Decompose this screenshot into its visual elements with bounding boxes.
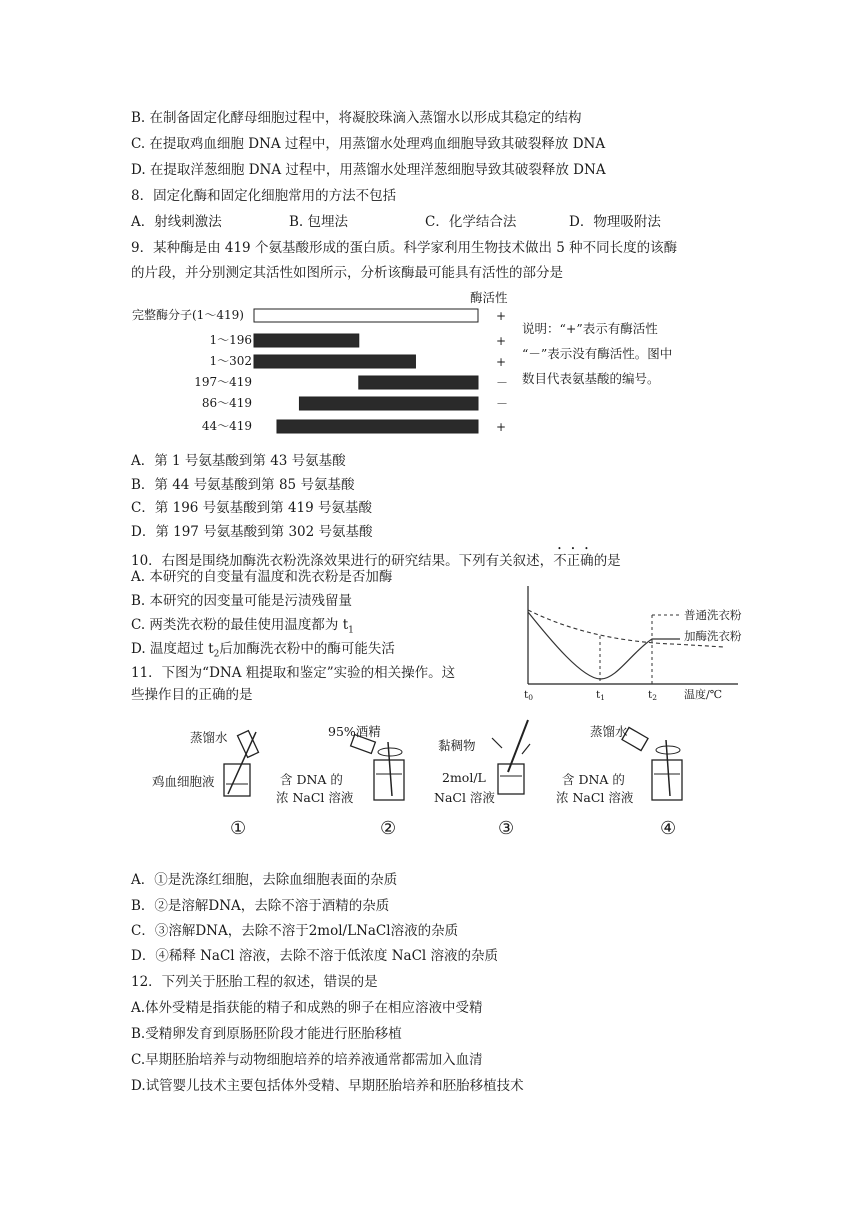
q8-option-b: B. 包埋法: [289, 214, 349, 230]
q12-option-a: A.体外受精是指获能的精子和成熟的卵子在相应溶液中受精: [131, 1000, 483, 1016]
q7-option-c: C. 在提取鸡血细胞 DNA 过程中，用蒸馏水处理鸡血细胞导致其破裂释放 DNA: [131, 136, 606, 152]
q10-stem-emphasis: 不正确: [553, 553, 594, 569]
q9-note-line3: 数目代表氨基酸的编号。: [522, 371, 660, 386]
q9-activity-sign: +: [496, 334, 507, 348]
q11-fig1-label-blood: 鸡血细胞液: [152, 774, 215, 789]
q10-option-d-sub: 2: [213, 649, 220, 660]
q11-fig2-beaker: [374, 760, 404, 800]
q9-fragment-bar: [254, 309, 478, 322]
q9-option-d: D．第 197 号氨基酸到第 302 号氨基酸: [131, 524, 373, 540]
q12-option-c: C.早期胚胎培养与动物细胞培养的培养液通常都需加入血清: [131, 1052, 483, 1068]
q11-figure-3: [434, 720, 530, 839]
q9-note-line2: “－”表示没有酶活性。图中: [522, 346, 673, 361]
q10-stem-post: 的是: [593, 553, 621, 569]
q10-stem-pre: 10．右图是围绕加酶洗衣粉洗涤效果进行的研究结果。下列有关叙述，: [131, 553, 554, 569]
q9-option-c: C．第 196 号氨基酸到第 419 号氨基酸: [131, 500, 373, 516]
q11-option-d: D．④稀释 NaCl 溶液，去除不溶于低浓度 NaCl 溶液的杂质: [131, 948, 499, 964]
q11-fig1-label-water: 蒸馏水: [190, 730, 228, 745]
q9-fragment-bar: [359, 376, 478, 389]
q11-fig4-label-dna: 含 DNA 的: [562, 772, 625, 787]
q9-option-a: A．第 1 号氨基酸到第 43 号氨基酸: [131, 453, 346, 469]
q11-fig1-beaker: [224, 764, 250, 796]
q12-stem: 12．下列关于胚胎工程的叙述，错误的是: [131, 974, 378, 990]
q11-fig4-label-nacl: 浓 NaCl 溶液: [556, 790, 634, 805]
q9-enzyme-fragment-figure: [120, 288, 700, 440]
q10-stem: [131, 545, 621, 570]
q7-option-b: B. 在制备固定化酵母细胞过程中，将凝胶珠滴入蒸馏水以形成其稳定的结构: [131, 110, 582, 126]
q9-fragment-label: 197～419: [194, 375, 252, 389]
q11-fig3-beaker: [498, 764, 524, 794]
q11-fig4-label-water: 蒸馏水: [590, 724, 628, 739]
q11-fig3-label-sticky: 黏稠物: [438, 738, 476, 753]
q11-fig1-glass-rod: [228, 732, 256, 794]
q9-fragment-bar: [277, 420, 478, 433]
q11-fig2-label-ethanol: 95%酒精: [328, 724, 381, 739]
q11-fig3-number: ③: [498, 818, 515, 839]
q11-fig4-glass-rod: [666, 740, 670, 796]
q9-fragment-label: 86～419: [201, 396, 252, 410]
q11-fig2-label-dna: 含 DNA 的: [280, 772, 343, 787]
q11-fig3-label-nacl: NaCl 溶液: [434, 790, 495, 805]
q9-stem-line1: 9．某种酶是由 419 个氨基酸形成的蛋白质。科学家利用生物技术做出 5 种不同长度的该酶: [131, 240, 678, 256]
q11-option-a: A．①是洗涤红细胞，去除血细胞表面的杂质: [131, 872, 398, 888]
q11-fig3-label-conc: 2mol/L: [442, 770, 486, 785]
q10-x-tick-t0: t0: [524, 689, 534, 702]
q10-legend-enzyme: 加酶洗衣粉: [684, 629, 742, 643]
q9-fragment-bar: [254, 334, 359, 347]
q11-option-c: C．③溶解DNA，去除不溶于2mol/LNaCl溶液的杂质: [131, 923, 459, 939]
q11-procedure-figure: [130, 712, 710, 842]
q9-activity-sign: +: [496, 420, 507, 434]
q9-fragment-label: 1～302: [209, 354, 252, 368]
q12-option-b: B.受精卵发育到原肠胚阶段才能进行胚胎移植: [131, 1026, 402, 1042]
q11-fig2-label-nacl: 浓 NaCl 溶液: [276, 790, 354, 805]
q11-option-b: B．②是溶解DNA，去除不溶于酒精的杂质: [131, 898, 390, 914]
q8-options: [131, 213, 661, 231]
q10-x-tick-t2: t2: [648, 689, 658, 702]
q11-figure-2: [276, 724, 404, 839]
q10-legend-normal: 普通洗衣粉: [684, 608, 742, 622]
q10-option-c-sub: 1: [348, 625, 354, 636]
q10-option-c: [131, 616, 354, 640]
q9-option-b: B．第 44 号氨基酸到第 85 号氨基酸: [131, 477, 355, 493]
q11-fig1-number: ①: [230, 818, 247, 839]
q11-fig2-glass-rod: [388, 742, 392, 796]
q9-activity-sign: －: [496, 397, 509, 411]
q10-option-d-text: D. 温度超过 t: [131, 641, 214, 657]
q8-stem: 8．固定化酶和固定化细胞常用的方法不包括: [131, 188, 397, 204]
q9-fragment-label: 44～419: [201, 419, 252, 433]
q11-figure-1: [152, 730, 259, 839]
q8-option-a: A．射线刺激法: [131, 214, 222, 230]
q10-option-d-tail: 后加酶洗衣粉中的酶可能失活: [219, 641, 395, 657]
q8-option-c: C．化学结合法: [425, 214, 517, 230]
q10-option-b: B. 本研究的因变量可能是污渍残留量: [131, 593, 353, 609]
q9-fragment-label: 1～196: [209, 333, 252, 347]
q10-option-c-text: C. 两类洗衣粉的最佳使用温度都为 t: [131, 617, 349, 633]
q7-option-d: D. 在提取洋葱细胞 DNA 过程中，用蒸馏水处理洋葱细胞导致其破裂释放 DNA: [131, 162, 606, 178]
q10-temperature-chart: [512, 582, 802, 706]
q12-option-d: D.试管婴儿技术主要包括体外受精、早期胚胎培养和胚胎移植技术: [131, 1078, 524, 1094]
q11-fig4-beaker: [652, 760, 682, 800]
q9-note-line1: 说明：“+”表示有酶活性: [522, 321, 658, 336]
q9-activity-sign: +: [496, 309, 507, 323]
q10-curve-enzyme: [528, 612, 680, 679]
q10-x-label: 温度/℃: [684, 688, 723, 701]
q8-option-d: D．物理吸附法: [569, 214, 661, 230]
q10-option-a: A. 本研究的自变量有温度和洗衣粉是否加酶: [131, 569, 393, 585]
q9-fragment-label: 完整酶分子(1～419): [132, 308, 244, 322]
q9-fragment-bar: [254, 355, 415, 368]
q11-fig4-number: ④: [660, 818, 677, 839]
q9-activity-sign: －: [496, 376, 509, 390]
q11-figure-4: [556, 724, 682, 839]
q11-stem-line2: 些操作目的正确的是: [131, 687, 253, 703]
q9-fragment-bar: [299, 397, 478, 410]
q9-activity-sign: +: [496, 355, 507, 369]
q10-option-d: [131, 640, 395, 664]
q11-stem-line1: 11．下图为“DNA 粗提取和鉴定”实验的相关操作。这: [131, 665, 456, 681]
q10-x-tick-t1: t1: [596, 689, 606, 702]
q11-fig2-number: ②: [380, 818, 397, 839]
q9-activity-header: 酶活性: [470, 290, 508, 305]
q9-stem-line2: 的片段，并分别测定其活性如图所示，分析该酶最可能具有活性的部分是: [131, 265, 563, 281]
